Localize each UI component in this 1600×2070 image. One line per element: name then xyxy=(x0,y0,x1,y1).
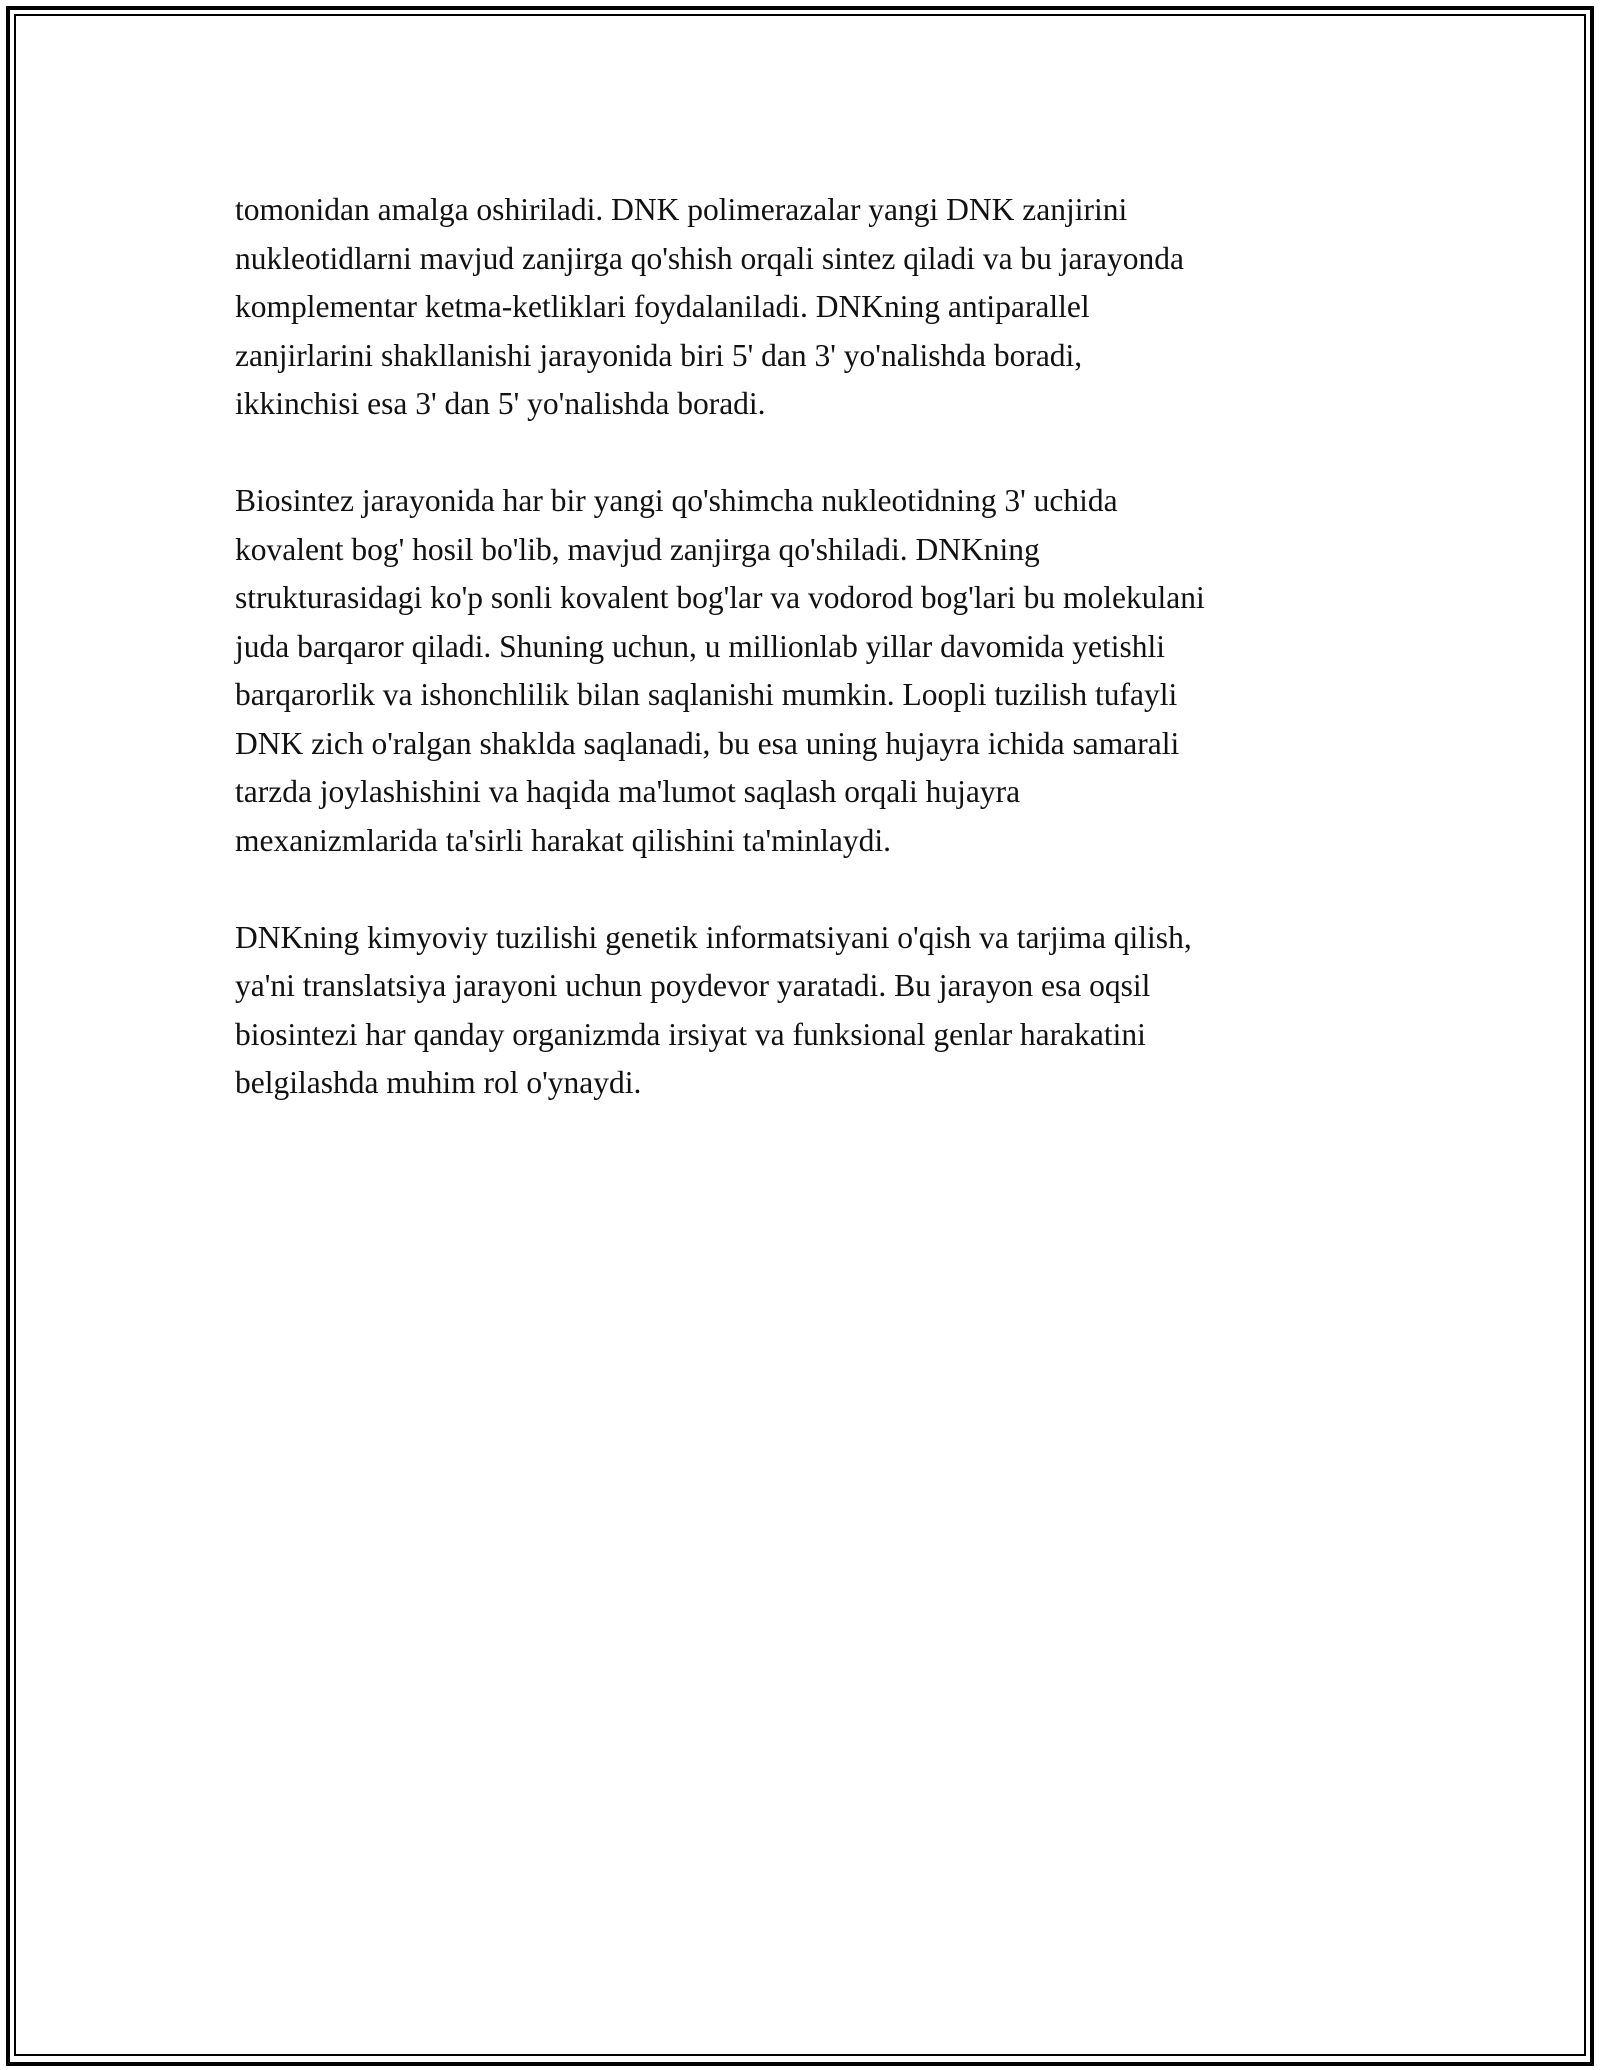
document-body xyxy=(235,186,1375,1156)
text-line: juda barqaror qiladi. Shuning uchun, u millionlab yillar davomida yetishli xyxy=(235,628,1165,664)
text-line: Biosintez jarayonida har bir yangi qo'shimcha nukleotidning 3' uchida xyxy=(235,483,1118,518)
text-line: komplementar ketma-ketliklari foydalaniladi. DNKning antiparallel xyxy=(235,289,1090,324)
text-line: DNKning kimyoviy tuzilishi genetik informatsiyani o'qish va tarjima qilish, xyxy=(235,919,1192,955)
text-line: ikkinchisi esa 3' dan 5' yo'nalishda boradi. xyxy=(235,386,766,421)
text-line: tomonidan amalga oshiriladi. DNK polimerazalar yangi DNK zanjirini xyxy=(235,192,1128,227)
text-line: belgilashda muhim rol o'ynaydi. xyxy=(235,1065,642,1100)
text-line: zanjirlarini shakllanishi jarayonida biri 5' dan 3' yo'nalishda boradi, xyxy=(235,337,1083,373)
paragraph-2 xyxy=(235,477,1375,865)
paragraph-1 xyxy=(235,186,1375,429)
text-line: DNK zich o'ralgan shaklda saqlanadi, bu esa uning hujayra ichida samarali xyxy=(235,725,1180,761)
paragraph-3 xyxy=(235,914,1375,1108)
text-line: nukleotidlarni mavjud zanjirga qo'shish orqali sintez qiladi va bu jarayonda xyxy=(235,240,1184,276)
text-line: mexanizmlarida ta'sirli harakat qilishini ta'minlaydi. xyxy=(235,822,892,858)
text-line: kovalent bog' hosil bo'lib, mavjud zanjirga qo'shiladi. DNKning xyxy=(235,531,1040,567)
text-line: tarzda joylashishini va haqida ma'lumot saqlash orqali hujayra xyxy=(235,774,1021,809)
text-line: strukturasidagi ko'p sonli kovalent bog'lar va vodorod bog'lari bu molekulani xyxy=(235,580,1205,615)
text-line: ya'ni translatsiya jarayoni uchun poydevor yaratadi. Bu jarayon esa oqsil xyxy=(235,968,1151,1003)
text-line: barqarorlik va ishonchlilik bilan saqlanishi mumkin. Loopli tuzilish tufayli xyxy=(235,677,1178,712)
text-line: biosintezi har qanday organizmda irsiyat va funksional genlar harakatini xyxy=(235,1016,1146,1052)
